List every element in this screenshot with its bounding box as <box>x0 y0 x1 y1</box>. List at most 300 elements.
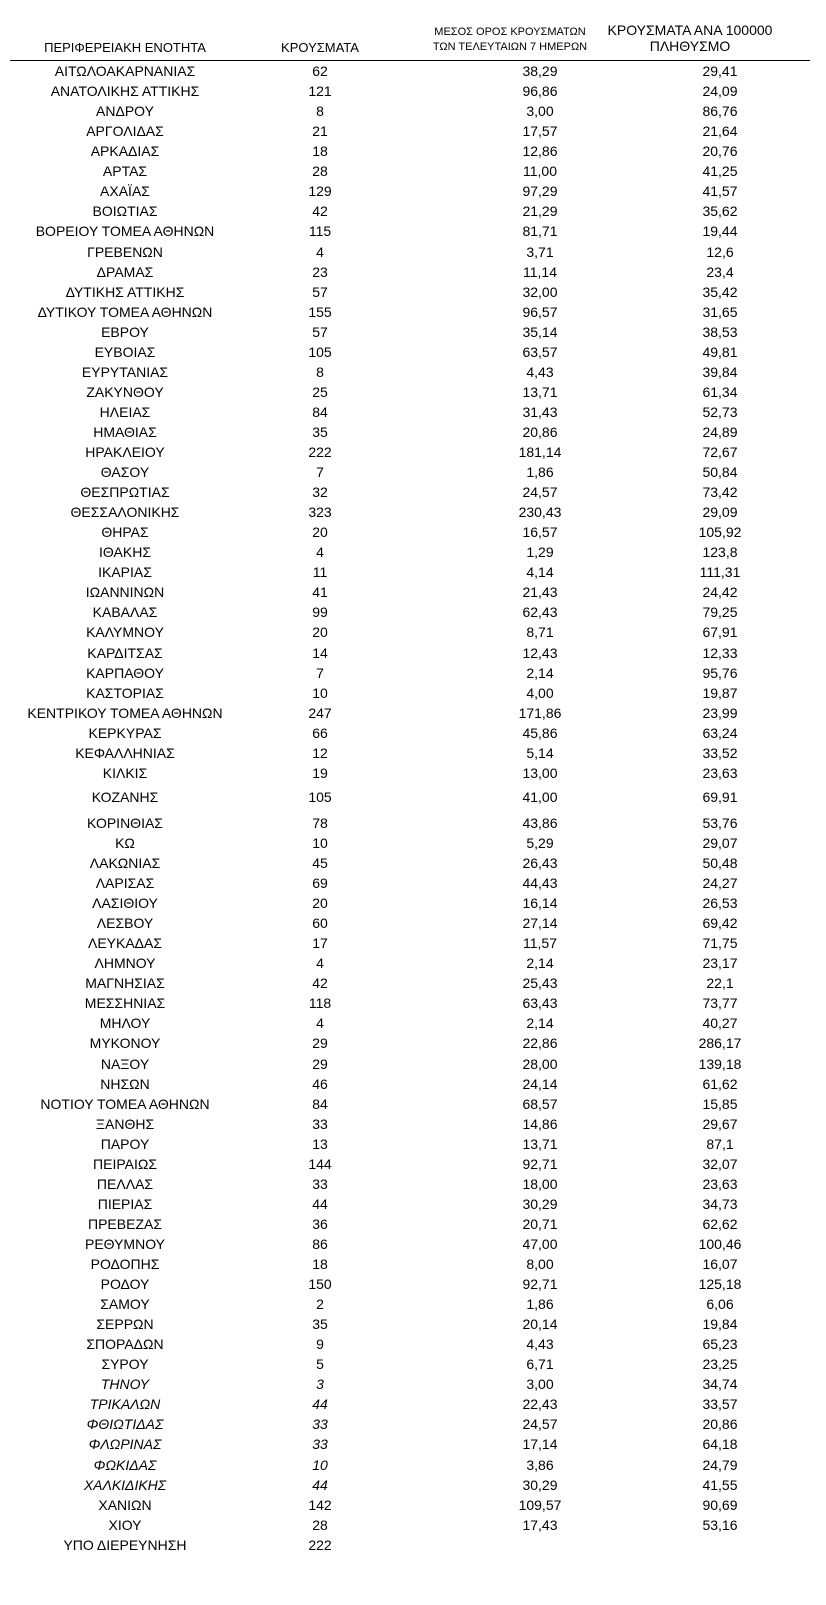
table-row <box>0 562 826 582</box>
average-7-days-cell: 17,43 <box>522 1516 558 1533</box>
average-7-days-cell: 3,00 <box>526 103 554 120</box>
cases-cell: 33 <box>312 1115 328 1132</box>
region-cell: ΙΚΑΡΙΑΣ <box>98 564 152 581</box>
region-cell: ΠΕΙΡΑΙΩΣ <box>93 1155 157 1172</box>
region-cell: ΥΠΟ ΔΙΕΡΕΥΝΗΣΗ <box>63 1536 187 1553</box>
cases-per-100000-cell: 50,48 <box>702 855 738 871</box>
region-cell: ΚΑΣΤΟΡΙΑΣ <box>86 684 164 701</box>
region-cell: ΒΟΙΩΤΙΑΣ <box>92 203 158 220</box>
cases-cell: 10 <box>312 1456 328 1473</box>
table-row <box>0 242 826 262</box>
table-row <box>0 282 826 302</box>
region-cell: ΡΕΘΥΜΝΟΥ <box>84 1235 165 1252</box>
cases-cell: 3 <box>316 1376 324 1393</box>
table-row <box>0 101 826 121</box>
average-7-days-cell: 47,00 <box>522 1235 558 1252</box>
table-row <box>0 1434 826 1454</box>
region-cell: ΚΙΛΚΙΣ <box>102 764 148 781</box>
average-7-days-cell: 5,14 <box>526 744 554 761</box>
cases-per-100000-cell: 86,76 <box>702 103 738 120</box>
region-cell: ΝΟΤΙΟΥ ΤΟΜΕΑ ΑΘΗΝΩΝ <box>40 1095 210 1112</box>
table-row <box>0 913 826 933</box>
cases-cell: 33 <box>312 1436 328 1453</box>
cases-cell: 9 <box>316 1336 324 1353</box>
cases-per-100000-cell: 286,17 <box>698 1035 742 1052</box>
average-7-days-cell: 45,86 <box>522 724 558 741</box>
average-7-days-cell: 13,00 <box>522 764 558 781</box>
average-7-days-cell: 44,43 <box>522 875 558 891</box>
table-row <box>0 1114 826 1134</box>
table-row <box>0 121 826 141</box>
table-row <box>0 643 826 663</box>
region-cell: ΤΡΙΚΑΛΩΝ <box>89 1396 161 1413</box>
table-row <box>0 1134 826 1154</box>
region-cell: ΔΡΑΜΑΣ <box>96 263 154 280</box>
region-cell: ΑΧΑΪΑΣ <box>100 183 150 200</box>
cases-cell: 60 <box>312 915 328 932</box>
average-7-days-cell: 16,14 <box>522 895 558 912</box>
cases-cell: 84 <box>312 403 328 420</box>
region-cell: ΚΕΦΑΛΛΗΝΙΑΣ <box>75 744 175 761</box>
average-7-days-cell: 32,00 <box>522 283 558 300</box>
cases-cell: 11 <box>312 564 328 581</box>
cases-per-100000-cell: 123,8 <box>702 544 738 561</box>
average-7-days-cell: 24,57 <box>522 1416 558 1433</box>
cases-cell: 57 <box>312 323 328 340</box>
region-cell: ΖΑΚΥΝΘΟΥ <box>86 383 164 400</box>
cases-per-100000-cell: 22,1 <box>706 975 734 992</box>
average-7-days-cell: 20,86 <box>522 423 558 440</box>
table-row <box>0 993 826 1013</box>
cases-cell: 78 <box>312 814 328 831</box>
table-row <box>0 833 826 853</box>
cases-cell: 247 <box>308 704 332 721</box>
cases-per-100000-cell: 34,73 <box>702 1195 738 1212</box>
table-row <box>0 723 826 743</box>
cases-per-100000-cell: 24,09 <box>702 83 738 100</box>
average-7-days-cell: 26,43 <box>522 855 558 871</box>
region-cell: ΑΙΤΩΛΟΑΚΑΡΝΑΝΙΑΣ <box>54 63 196 79</box>
average-7-days-cell: 41,00 <box>522 788 558 805</box>
region-cell: ΦΘΙΩΤΙΔΑΣ <box>86 1416 164 1433</box>
cases-per-100000-cell: 6,06 <box>706 1296 734 1312</box>
cases-per-100000-cell: 20,76 <box>702 143 738 160</box>
table-row <box>0 1414 826 1434</box>
cases-per-100000-cell: 33,52 <box>702 744 738 761</box>
average-7-days-cell: 43,86 <box>522 814 558 831</box>
table-row <box>0 1495 826 1515</box>
region-cell: ΣΥΡΟΥ <box>101 1356 149 1373</box>
table-row <box>0 1154 826 1174</box>
region-cell: ΠΙΕΡΙΑΣ <box>97 1195 153 1212</box>
region-cell: ΜΕΣΣΗΝΙΑΣ <box>84 995 166 1012</box>
cases-cell: 10 <box>312 834 328 851</box>
cases-cell: 7 <box>316 664 324 681</box>
table-row <box>0 141 826 161</box>
cases-per-100000-cell: 63,24 <box>702 724 738 741</box>
cases-per-100000-cell: 19,87 <box>702 684 738 701</box>
average-7-days-cell: 92,71 <box>522 1276 558 1292</box>
average-7-days-cell: 1,29 <box>526 544 554 561</box>
average-7-days-cell: 4,43 <box>526 363 554 380</box>
region-cell: ΚΑΛΥΜΝΟΥ <box>86 624 164 641</box>
cases-per-100000-cell: 67,91 <box>702 624 738 641</box>
cases-cell: 29 <box>312 1055 328 1072</box>
region-cell: ΦΩΚΙΔΑΣ <box>93 1456 157 1473</box>
cases-per-100000-cell: 38,53 <box>702 323 738 340</box>
region-cell: ΗΛΕΙΑΣ <box>99 403 151 420</box>
cases-per-100000-cell: 31,65 <box>702 303 738 320</box>
cases-cell: 142 <box>308 1496 332 1513</box>
cases-per-100000-cell: 19,84 <box>702 1316 738 1333</box>
region-cell: ΘΑΣΟΥ <box>100 464 150 480</box>
region-cell: ΑΡΤΑΣ <box>102 163 148 180</box>
cases-cell: 155 <box>308 303 332 320</box>
cases-cell: 105 <box>308 788 332 805</box>
average-7-days-cell: 62,43 <box>522 604 558 621</box>
table-row <box>0 342 826 362</box>
average-7-days-cell: 38,29 <box>522 63 558 79</box>
average-7-days-cell: 4,00 <box>526 684 554 701</box>
column-header-cases: ΚΡΟΥΣΜΑΤΑ <box>281 40 359 55</box>
average-7-days-cell: 1,86 <box>526 464 554 480</box>
region-cell: ΘΕΣΠΡΩΤΙΑΣ <box>80 484 170 501</box>
region-cell: ΝΑΞΟΥ <box>100 1055 150 1072</box>
cases-cell: 21 <box>312 123 328 140</box>
table-row <box>0 1254 826 1274</box>
region-cell: ΞΑΝΘΗΣ <box>95 1115 155 1132</box>
cases-per-100000-cell: 41,25 <box>702 163 738 180</box>
region-cell: ΠΡΕΒΕΖΑΣ <box>87 1215 162 1232</box>
cases-per-100000-cell: 65,23 <box>702 1336 738 1353</box>
cases-cell: 19 <box>312 764 328 781</box>
region-cell: ΡΟΔΟΠΗΣ <box>90 1256 160 1272</box>
cases-cell: 23 <box>312 263 328 280</box>
table-row <box>0 1535 826 1555</box>
table-row <box>0 302 826 322</box>
cases-per-100000-cell: 95,76 <box>702 664 738 681</box>
table-row <box>0 1314 826 1334</box>
cases-per-100000-cell: 24,27 <box>702 875 738 891</box>
region-cell: ΚΟΡΙΝΘΙΑΣ <box>87 814 163 831</box>
cases-per-100000-cell: 61,62 <box>702 1075 738 1092</box>
cases-per-100000-cell: 73,77 <box>702 995 738 1012</box>
average-7-days-cell: 97,29 <box>522 183 558 200</box>
cases-cell: 69 <box>312 875 328 891</box>
table-row <box>0 482 826 502</box>
average-7-days-cell: 4,14 <box>526 564 554 581</box>
region-cell: ΕΒΡΟΥ <box>101 323 149 340</box>
cases-per-100000-cell: 23,25 <box>702 1356 738 1373</box>
table-row <box>0 1033 826 1053</box>
average-7-days-cell: 63,57 <box>522 343 558 360</box>
region-cell: ΛΑΚΩΝΙΑΣ <box>89 855 161 871</box>
average-7-days-cell: 22,43 <box>522 1396 558 1413</box>
average-7-days-cell: 28,00 <box>522 1055 558 1072</box>
table-row <box>0 1354 826 1374</box>
cases-cell: 14 <box>312 644 328 661</box>
average-7-days-cell: 22,86 <box>522 1035 558 1052</box>
average-7-days-cell: 3,00 <box>526 1376 554 1393</box>
cases-cell: 62 <box>312 63 328 79</box>
region-cell: ΣΕΡΡΩΝ <box>96 1316 154 1333</box>
cases-cell: 57 <box>312 283 328 300</box>
average-7-days-cell: 31,43 <box>522 403 558 420</box>
average-7-days-cell: 16,57 <box>522 524 558 541</box>
cases-cell: 7 <box>316 464 324 480</box>
table-row <box>0 362 826 382</box>
cases-per-100000-cell: 53,16 <box>702 1516 738 1533</box>
table-row <box>0 462 826 482</box>
table-row <box>0 1234 826 1254</box>
cases-cell: 42 <box>312 203 328 220</box>
region-cell: ΧΑΛΚΙΔΙΚΗΣ <box>83 1476 167 1493</box>
region-cell: ΜΑΓΝΗΣΙΑΣ <box>85 975 165 992</box>
cases-per-100000-cell: 53,76 <box>702 814 738 831</box>
table-row <box>0 1455 826 1475</box>
average-7-days-cell: 21,29 <box>522 203 558 220</box>
region-cell: ΧΙΟΥ <box>108 1516 142 1533</box>
cases-cell: 36 <box>312 1215 328 1232</box>
table-row <box>0 1214 826 1234</box>
cases-cell: 118 <box>308 995 332 1012</box>
table-row <box>0 743 826 763</box>
average-7-days-cell: 11,57 <box>523 935 557 952</box>
cases-cell: 18 <box>312 143 328 160</box>
region-cell: ΗΡΑΚΛΕΙΟΥ <box>85 443 165 460</box>
cases-cell: 45 <box>312 855 328 871</box>
cases-per-100000-cell: 29,07 <box>702 834 738 851</box>
column-header-region: ΠΕΡΙΦΕΡΕΙΑΚΗ ΕΝΟΤΗΤΑ <box>44 40 206 55</box>
cases-cell: 4 <box>316 1015 324 1032</box>
cases-cell: 121 <box>308 83 332 100</box>
cases-per-100000-cell: 64,18 <box>702 1436 738 1453</box>
cases-cell: 150 <box>308 1276 332 1292</box>
cases-per-100000-cell: 29,67 <box>702 1115 738 1132</box>
cases-per-100000-cell: 20,86 <box>702 1416 738 1433</box>
cases-per-100000-cell: 125,18 <box>698 1276 742 1292</box>
average-7-days-cell: 35,14 <box>522 323 558 340</box>
table-row <box>0 973 826 993</box>
cases-per-100000-cell: 24,89 <box>702 423 738 440</box>
region-cell: ΧΑΝΙΩΝ <box>98 1496 152 1513</box>
cases-per-100000-cell: 16,07 <box>702 1256 738 1272</box>
cases-per-100000-cell: 15,85 <box>702 1095 738 1112</box>
table-row <box>0 402 826 422</box>
region-cell: ΚΕΝΤΡΙΚΟΥ ΤΟΜΕΑ ΑΘΗΝΩΝ <box>27 704 223 721</box>
cases-cell: 20 <box>312 524 328 541</box>
table-row <box>0 1013 826 1033</box>
table-row <box>0 953 826 973</box>
cases-cell: 129 <box>308 183 332 200</box>
region-cell: ΛΗΜΝΟΥ <box>94 955 156 972</box>
average-7-days-cell: 12,43 <box>522 644 558 661</box>
cases-per-100000-cell: 39,84 <box>702 363 738 380</box>
cases-per-100000-cell: 41,57 <box>702 183 738 200</box>
region-cell: ΔΥΤΙΚΟΥ ΤΟΜΕΑ ΑΘΗΝΩΝ <box>37 303 213 320</box>
average-7-days-cell: 13,71 <box>522 1135 558 1152</box>
cases-per-100000-cell: 79,25 <box>702 604 738 621</box>
table-row <box>0 262 826 282</box>
region-cell: ΓΡΕΒΕΝΩΝ <box>87 243 163 260</box>
cases-cell: 25 <box>312 383 328 400</box>
region-cell: ΡΟΔΟΥ <box>100 1276 150 1292</box>
average-7-days-cell: 17,57 <box>522 123 558 140</box>
cases-per-100000-cell: 24,42 <box>702 584 738 601</box>
region-cell: ΗΜΑΘΙΑΣ <box>93 423 157 440</box>
average-7-days-cell: 27,14 <box>522 915 558 932</box>
average-7-days-cell: 1,86 <box>526 1296 554 1312</box>
region-cell: ΤΗΝΟΥ <box>100 1376 150 1393</box>
average-7-days-cell: 171,86 <box>518 704 562 721</box>
table-row <box>0 893 826 913</box>
table-row <box>0 382 826 402</box>
average-7-days-cell: 18,00 <box>522 1175 558 1192</box>
average-7-days-cell: 92,71 <box>522 1155 558 1172</box>
cases-cell: 10 <box>312 684 328 701</box>
cases-cell: 8 <box>316 103 324 120</box>
table-row <box>0 683 826 703</box>
region-cell: ΑΝΑΤΟΛΙΚΗΣ ΑΤΤΙΚΗΣ <box>50 83 200 100</box>
table-row <box>0 1194 826 1214</box>
average-7-days-cell: 13,71 <box>522 383 558 400</box>
table-row <box>0 933 826 953</box>
cases-cell: 42 <box>312 975 328 992</box>
cases-cell: 12 <box>312 744 328 761</box>
region-cell: ΜΗΛΟΥ <box>99 1015 151 1032</box>
table-row <box>0 1475 826 1495</box>
average-7-days-cell: 68,57 <box>522 1095 558 1112</box>
cases-per-100000-cell: 23,99 <box>702 704 738 721</box>
column-header-average-line1: ΜΕΣΟΣ ΟΡΟΣ ΚΡΟΥΣΜΑΤΩΝ <box>434 26 586 38</box>
cases-per-100000-cell: 33,57 <box>702 1396 738 1413</box>
table-row <box>0 201 826 221</box>
average-7-days-cell: 25,43 <box>522 975 558 992</box>
region-cell: ΜΥΚΟΝΟΥ <box>89 1035 161 1052</box>
table-row <box>0 1515 826 1535</box>
region-cell: ΑΡΓΟΛΙΔΑΣ <box>86 123 164 140</box>
region-cell: ΚΑΒΑΛΑΣ <box>92 604 158 621</box>
cases-cell: 33 <box>312 1175 328 1192</box>
cases-per-100000-cell: 105,92 <box>698 524 742 541</box>
cases-cell: 84 <box>312 1095 328 1112</box>
cases-cell: 13 <box>312 1135 328 1152</box>
cases-per-100000-cell: 69,91 <box>702 788 738 805</box>
cases-cell: 323 <box>308 504 332 521</box>
average-7-days-cell: 96,57 <box>522 303 558 320</box>
table-row <box>0 582 826 602</box>
cases-cell: 20 <box>312 895 328 912</box>
average-7-days-cell: 96,86 <box>522 83 558 100</box>
table-row <box>0 522 826 542</box>
cases-per-100000-cell: 23,17 <box>702 955 738 972</box>
table-row <box>0 853 826 873</box>
cases-per-100000-cell: 87,1 <box>706 1135 734 1152</box>
table-row <box>0 161 826 181</box>
cases-cell: 2 <box>316 1296 324 1312</box>
table-row <box>0 602 826 622</box>
average-7-days-cell: 20,71 <box>522 1215 558 1232</box>
cases-cell: 33 <box>312 1416 328 1433</box>
cases-cell: 4 <box>316 243 324 260</box>
table-row <box>0 787 826 807</box>
cases-cell: 5 <box>316 1356 324 1373</box>
table-row <box>0 1294 826 1314</box>
cases-cell: 44 <box>312 1396 328 1413</box>
average-7-days-cell: 4,43 <box>526 1336 554 1353</box>
region-cell: ΛΑΣΙΘΙΟΥ <box>92 895 158 912</box>
table-row <box>0 1274 826 1294</box>
cases-per-100000-cell: 12,33 <box>702 644 738 661</box>
region-cell: ΠΑΡΟΥ <box>100 1135 150 1152</box>
region-cell: ΝΗΣΩΝ <box>100 1075 150 1092</box>
table-row <box>0 1094 826 1114</box>
cases-per-100000-cell: 62,62 <box>702 1215 738 1232</box>
cases-per-100000-cell: 49,81 <box>702 343 738 360</box>
table-row <box>0 61 826 81</box>
average-7-days-cell: 11,00 <box>523 163 557 180</box>
region-cell: ΚΩ <box>115 834 135 851</box>
average-7-days-cell: 17,14 <box>522 1436 558 1453</box>
average-7-days-cell: 181,14 <box>518 443 562 460</box>
region-cell: ΔΥΤΙΚΗΣ ΑΤΤΙΚΗΣ <box>65 283 185 300</box>
cases-per-100000-cell: 90,69 <box>702 1496 738 1513</box>
table-row <box>0 181 826 201</box>
cases-per-100000-cell: 29,09 <box>702 504 738 521</box>
average-7-days-cell: 20,14 <box>522 1316 558 1333</box>
cases-per-100000-cell: 73,42 <box>702 484 738 501</box>
average-7-days-cell: 109,57 <box>518 1496 562 1513</box>
average-7-days-cell: 24,57 <box>522 484 558 501</box>
cases-cell: 4 <box>316 544 324 561</box>
region-cell: ΛΑΡΙΣΑΣ <box>95 875 155 891</box>
average-7-days-cell: 24,14 <box>522 1075 558 1092</box>
region-cell: ΙΩΑΝΝΙΝΩΝ <box>85 584 165 601</box>
cases-cell: 18 <box>312 1256 328 1272</box>
cases-per-100000-cell: 50,84 <box>702 464 738 480</box>
table-row <box>0 1074 826 1094</box>
region-cell: ΚΑΡΠΑΘΟΥ <box>86 664 164 681</box>
cases-cell: 66 <box>312 724 328 741</box>
region-cell: ΑΝΔΡΟΥ <box>96 103 154 120</box>
cases-cell: 32 <box>312 484 328 501</box>
cases-per-100000-cell: 35,62 <box>702 203 738 220</box>
column-header-per-100000-line1: ΚΡΟΥΣΜΑΤΑ ΑΝΑ 100000 <box>607 22 773 38</box>
table-row <box>0 873 826 893</box>
cases-per-100000-cell: 41,55 <box>702 1476 738 1493</box>
cases-cell: 144 <box>308 1155 332 1172</box>
table-row <box>0 1174 826 1194</box>
cases-cell: 28 <box>312 1516 328 1533</box>
average-7-days-cell: 14,86 <box>522 1115 558 1132</box>
cases-cell: 222 <box>308 443 332 460</box>
region-cell: ΘΗΡΑΣ <box>101 524 149 541</box>
region-cell: ΚΕΡΚΥΡΑΣ <box>88 724 162 741</box>
average-7-days-cell: 5,29 <box>526 834 554 851</box>
cases-cell: 222 <box>308 1536 332 1553</box>
cases-cell: 44 <box>312 1476 328 1493</box>
region-cell: ΚΟΖΑΝΗΣ <box>91 788 159 805</box>
cases-cell: 4 <box>316 955 324 972</box>
average-7-days-cell: 2,14 <box>526 955 554 972</box>
region-cell: ΙΘΑΚΗΣ <box>99 544 151 561</box>
region-cell: ΣΑΜΟΥ <box>100 1296 150 1312</box>
column-header-average-line2: ΤΩΝ ΤΕΛΕΥΤΑΙΩΝ 7 ΗΜΕΡΩΝ <box>432 41 588 53</box>
average-7-days-cell: 30,29 <box>522 1195 558 1212</box>
cases-cell: 46 <box>312 1075 328 1092</box>
average-7-days-cell: 230,43 <box>518 504 562 521</box>
table-row <box>0 763 826 783</box>
